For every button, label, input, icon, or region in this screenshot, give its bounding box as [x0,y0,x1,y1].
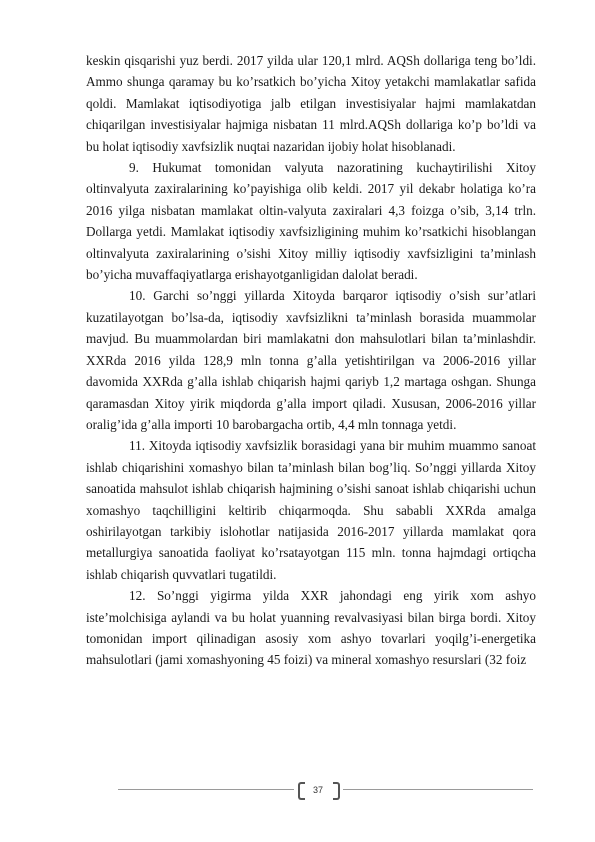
paragraph-11: 11. Xitoyda iqtisodiy xavfsizlik borasidagi yana bir muhim muammo sanoat ishlab chiqarishini xomashyo bilan ta’minlash bilan bog’liq. So’nggi yillarda Xitoy sanoatida mahsulot ishlab chiqarish hajmining o’sishi sanoat ishlab chiqarishi uchun xomashyo taqchilligini keltirib chiqarmoqda. Shu sababli XXRda amalga oshirilayotgan tarkibiy islohotlar natijasida 2016-2017 yillarda mamlakat qora metallurgiya sanoatida faoliyat ko’rsatayotgan 115 mln. tonna hajmdagi ortiqcha ishlab chiqarish quvvatlari tugatildi. [86,438,536,582]
paragraph-continuation: keskin qisqarishi yuz berdi. 2017 yilda ular 120,1 mlrd. AQSh dollariga teng bo’ldi. Ammo shunga qaramay bu ko’rsatkich bo’yicha Xitoy yetakchi mamlakatlar safida qoldi. Mamlakat iqtisodiyotiga jalb etilgan investisiyalar hajmi mamlakatdan chiqarilgan investisiyalar hajmiga nisbatan 11 mlrd.AQSh dollariga ko’p bo’ldi va bu holat iqtisodiy xavfsizlik nuqtai nazaridan ijobiy holat hisoblanadi. [86,53,536,154]
footer-rule-right [343,789,533,790]
document-body [86,50,536,671]
paragraph-10: 10. Garchi so’nggi yillarda Xitoyda barqaror iqtisodiy o’sish sur’atlari kuzatilayotgan bo’lsa-da, iqtisodiy xavfsizlikni ta’minlash borasida muammolar mavjud. Bu muammolardan biri mamlakatni don mahsulotlari bilan ta’minlashdir. XXRda 2016 yilda 128,9 mln tonna g’alla yetishtirilgan va 2006-2016 yillar davomida XXRda g’alla ishlab chiqarish hajmi qariyb 1,2 martaga oshgan. Shunga qaramasdan Xitoy yirik miqdorda g’alla import qiladi. Xususan, 2006-2016 yillar oralig’ida g’alla importi 10 barobargacha ortib, 4,4 mln tonnaga yetdi. [86,288,536,432]
page-footer [0,780,595,800]
paragraph-12: 12. So’nggi yigirma yilda XXR jahondagi eng yirik xom ashyo iste’molchisiga aylandi va bu holat yuanning revalvasiyasi bilan birga bordi. Xitoy tomonidan import qilinadigan asosiy xom ashyo tovarlari yoqilg’i-energetika mahsulotlari (jami xomashyoning 45 foizi) va mineral xomashyo resurslari (32 foiz [86,588,536,668]
footer-rule-left [118,789,294,790]
paragraph-9: 9. Hukumat tomonidan valyuta nazoratining kuchaytirilishi Xitoy oltinvalyuta zaxiralarining ko’payishiga olib keldi. 2017 yil dekabr holatiga ko’ra 2016 yilga nisbatan mamlakat oltin-valyuta zaxiralari 4,3 foizga o’sib, 3,14 trln. Dollarga yetdi. Mamlakat iqtisodiy xavfsizligining muhim ko’rsatkichi hisoblangan oltinvalyuta zaxiralarining o’sishi Xitoy milliy iqtisodiy xavfsizligini ta’minlash bo’yicha muvaffaqiyatlarga erishayotganligidan dalolat beradi. [86,160,536,283]
page-number: 37 [312,785,323,795]
right-bracket-ornament [333,782,340,800]
